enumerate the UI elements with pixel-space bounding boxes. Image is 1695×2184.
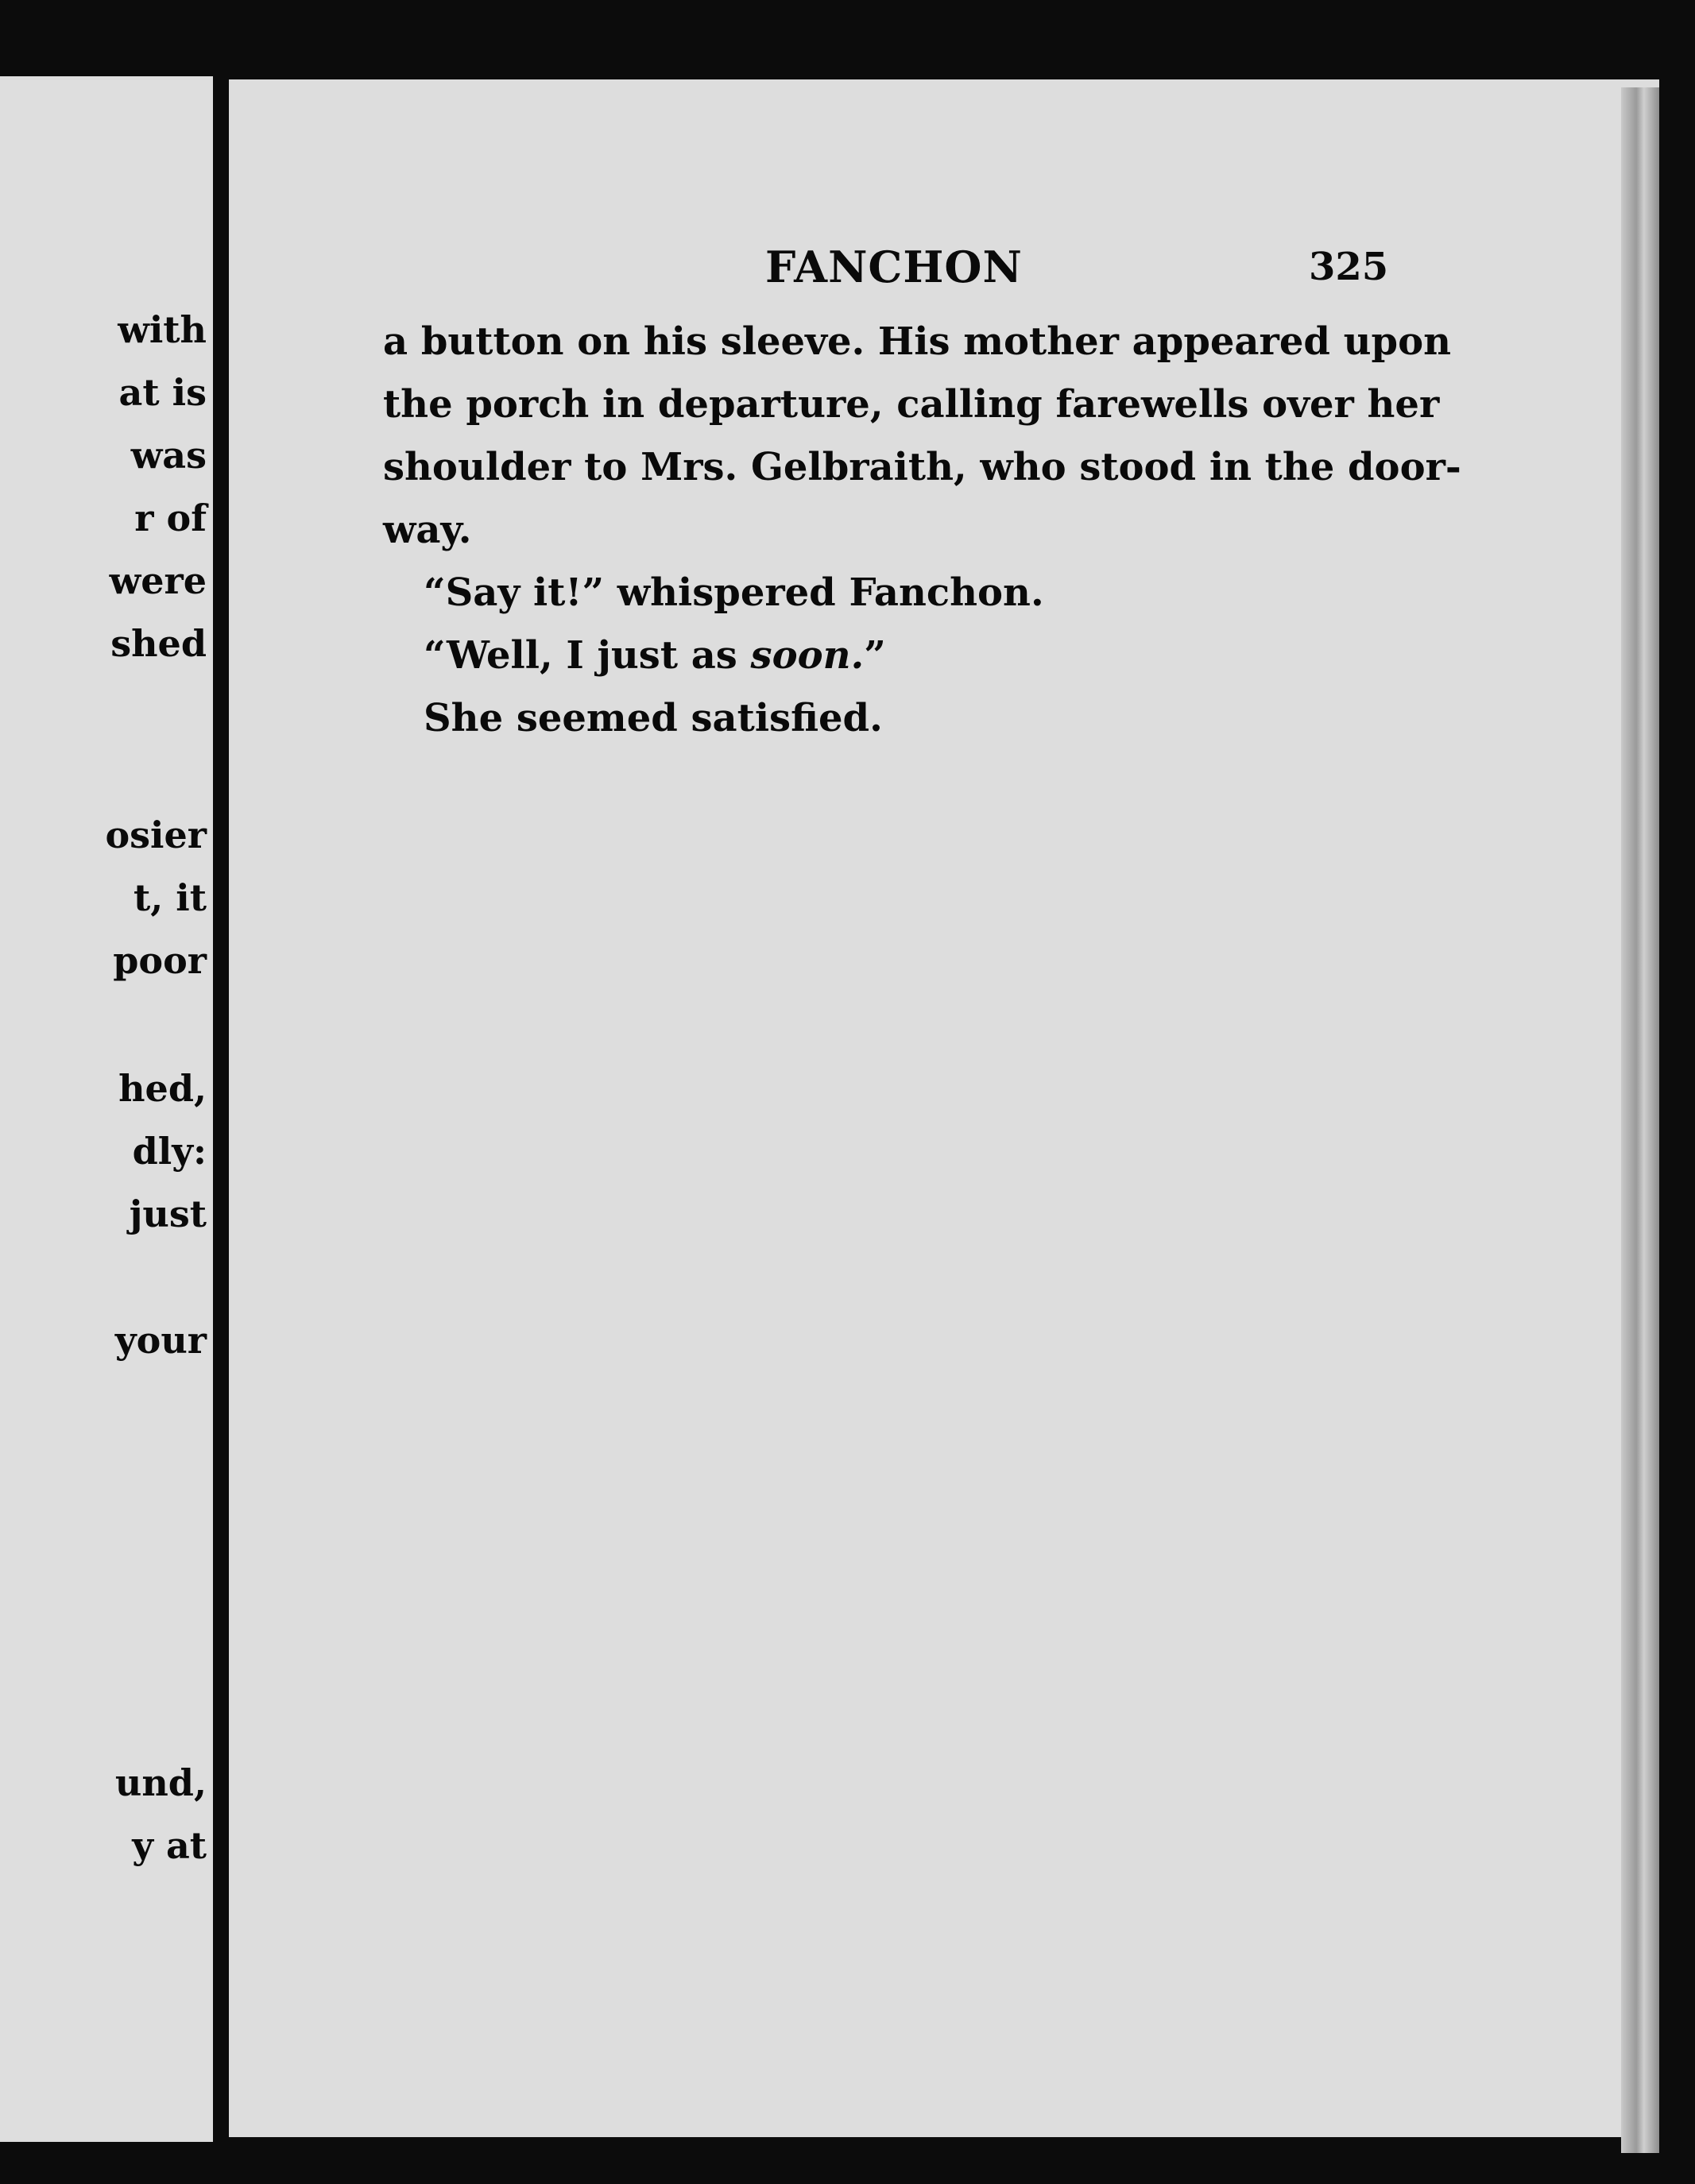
body-line: way. (383, 508, 472, 552)
left-line: osier (105, 814, 207, 856)
body-line: She seemed satisfied. (424, 696, 883, 740)
left-line: t, it (134, 876, 207, 919)
left-line: hed, (118, 1067, 207, 1110)
body-line: a button on his sleeve. His mother appeared upon (383, 319, 1451, 364)
left-line: shed (110, 622, 207, 665)
left-line: y at (132, 1824, 207, 1867)
closing-quote: ” (864, 633, 886, 678)
left-line: your (114, 1319, 207, 1362)
book-gutter (213, 64, 229, 2145)
left-line: at is (118, 371, 207, 414)
dialogue-line (424, 633, 886, 678)
body-line: the porch in departure, calling farewells over her (383, 382, 1440, 427)
dialogue-line: “Say it!” whispered Fanchon. (424, 570, 1044, 615)
left-line: just (129, 1193, 207, 1235)
left-line: und, (114, 1761, 207, 1804)
body-line: shoulder to Mrs. Gelbraith, who stood in the door- (383, 445, 1461, 489)
left-line: poor (113, 939, 207, 982)
page-number: 325 (1309, 245, 1389, 289)
italic-word: soon. (750, 633, 865, 678)
running-head: FANCHON (765, 242, 1023, 292)
left-line: r of (134, 497, 207, 539)
left-line: with (118, 308, 207, 351)
page-edge-shadow (1621, 87, 1659, 2153)
left-page-fragment (0, 76, 213, 2142)
left-line: were (109, 559, 207, 602)
left-line: dly: (132, 1130, 207, 1173)
left-line: was (130, 434, 207, 477)
dialogue-text: “Well, I just as (424, 633, 737, 678)
